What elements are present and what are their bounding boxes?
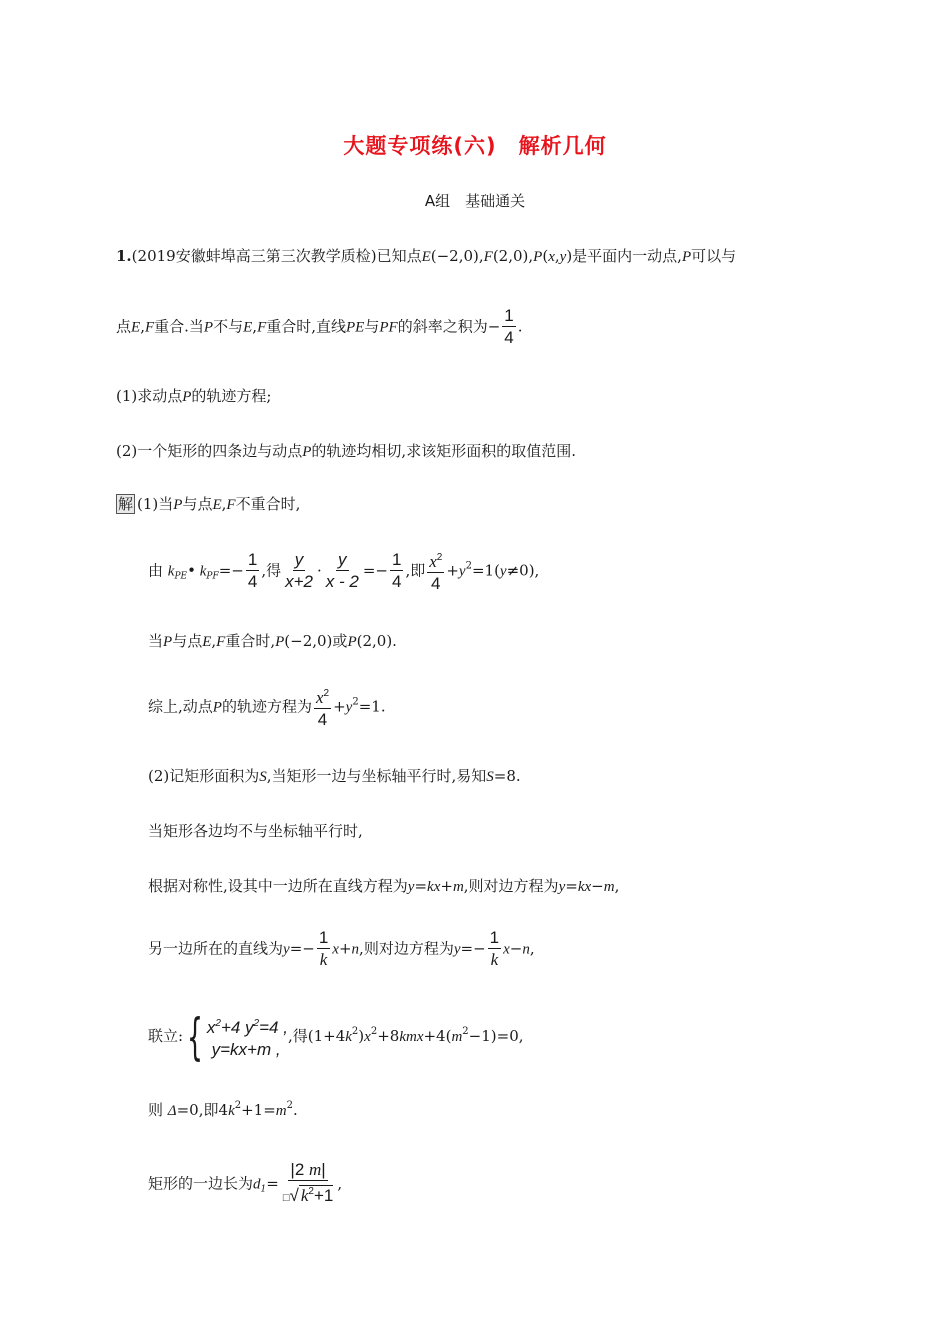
solution-line-4: 综上,动点P的轨迹方程为 $\frac{x^2}{4}$ $+y^2=1$. — [148, 684, 386, 731]
solution-line-7: 根据对称性,设其中一边所在直线方程为y=kx+m,则对边方程为y=kx−m, — [148, 877, 620, 895]
solution-line-5: (2)记矩形面积为S,当矩形一边与坐标轴平行时,易知S=8. — [148, 767, 521, 785]
solution-line-8: 另一边所在的直线为y=− $\frac{1}{k}$ x+n,则对边方程为y=− $\frac{1}{k}$ x−n, — [148, 928, 535, 969]
solution-line-10: 则 Δ=0,即$4k^2+1=m^2$. — [148, 1100, 298, 1119]
equation-system: { $x^2+4$ $y^2=4$ , y=kx+m , — [187, 1008, 288, 1066]
solution-label: 解 — [118, 495, 134, 513]
solution-line-1: 解 (1)当P与点E,F不重合时, — [118, 495, 301, 513]
problem-part-1: (1)求动点P的轨迹方程; — [116, 387, 272, 405]
solution-line-3: 当P与点E,F重合时,P(−2,0)或P(2,0). — [148, 632, 397, 650]
problem-line-2: 点E,F重合.当P不与E,F重合时,直线PE与PF的斜率之积为− $\frac{1}{4}$ . — [116, 306, 523, 347]
page-title: 大题专项练(六) 解析几何 — [343, 134, 607, 158]
solution-line-6: 当矩形各边均不与坐标轴平行时, — [148, 822, 363, 840]
fraction-minus-quarter: $\frac{1}{4}$ — [504, 306, 514, 347]
group-heading: A组 基础通关 — [424, 192, 526, 210]
problem-part-2: (2)一个矩形的四条边与动点P的轨迹均相切,求该矩形面积的取值范围. — [116, 442, 576, 460]
solution-line-11: 矩形的一边长为$d_1=$ $\frac{|2 m|}{□√ k^2+1}$ , — [148, 1160, 343, 1205]
problem-line-1: 1.(2019安徽蚌埠高三第三次教学质检)已知点E(−2,0),F(2,0),P(x,y)是平面内一动点,P可以与 — [116, 247, 737, 265]
solution-line-9: 联立: { $x^2+4$ $y^2=4$ , y=kx+m , ,得$(1+4k^2)x^2+8kmx+4(m^2-1)=0$, — [148, 1008, 524, 1066]
solution-line-2: 由 $k_{PE}•$ $k_{PF}=-$ $\frac{1}{4}$ ,得 $\frac{y}{x+2}$ · $\frac{y}{x - 2}$ =− $\frac{1}{4}$ ,即 $\frac{x^2}{4}$ $+y^2=1(y\ne 0)$, — [148, 550, 540, 593]
